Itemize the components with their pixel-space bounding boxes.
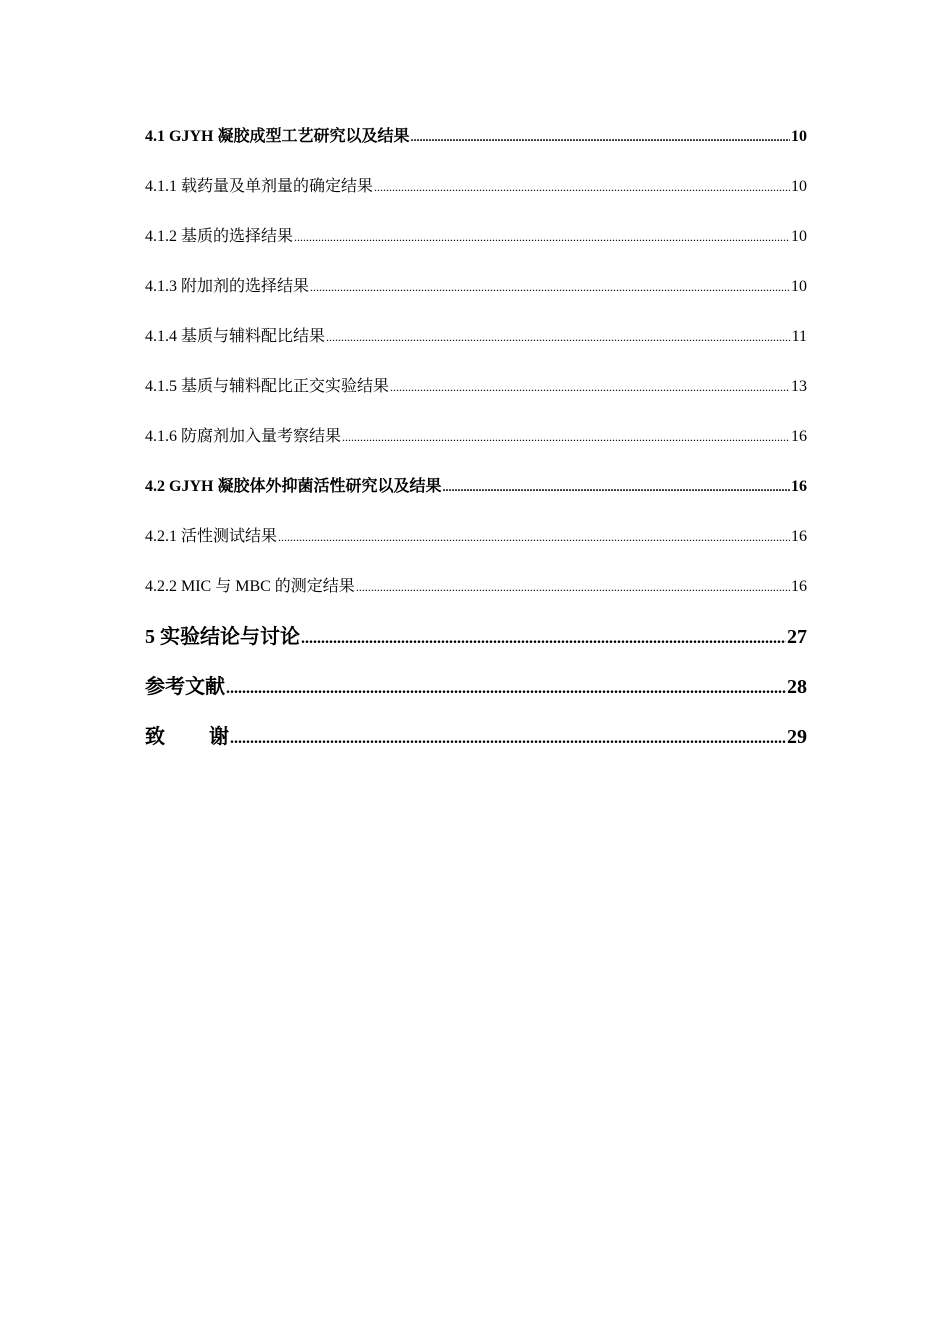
toc-entry-4-2[interactable] [145,470,807,520]
toc-entry-4-1-4[interactable] [145,320,807,370]
toc-entry-label: 4.1.3 附加剂的选择结果 [145,278,310,295]
toc-entry-4-1[interactable] [145,120,807,170]
toc-entry-label: 4.2.2 MIC 与 MBC 的测定结果 [145,578,355,595]
toc-entry-chapter-5[interactable] [145,620,807,670]
toc-leader-dots [230,720,786,756]
toc-entry-page: 10 [791,228,807,245]
toc-entry-page: 10 [791,128,807,145]
toc-entry-label: 5 实验结论与讨论 [145,626,300,648]
toc-leader-dots [326,320,791,354]
toc-entry-page: 13 [791,378,807,395]
toc-entry-page: 16 [791,478,807,495]
toc-entry-page: 10 [791,278,807,295]
toc-leader-dots [226,670,786,706]
toc-leader-dots [442,470,790,504]
toc-entry-4-1-5[interactable] [145,370,807,420]
toc-entry-label: 4.1.4 基质与辅料配比结果 [145,328,326,345]
toc-entry-label: 4.1 GJYH 凝胶成型工艺研究以及结果 [145,128,410,145]
toc-leader-dots [374,170,790,204]
toc-entry-page: 27 [787,626,807,648]
table-of-contents [145,120,807,770]
toc-entry-4-1-3[interactable] [145,270,807,320]
toc-entry-label: 4.1.5 基质与辅料配比正交实验结果 [145,378,390,395]
toc-entry-label: 4.2 GJYH 凝胶体外抑菌活性研究以及结果 [145,478,442,495]
toc-entry-4-2-1[interactable] [145,520,807,570]
toc-entry-acknowledgements[interactable] [145,720,807,770]
toc-entry-label [145,720,229,754]
toc-entry-page: 10 [791,178,807,195]
toc-leader-dots [342,420,790,454]
toc-entry-page: 29 [787,726,807,748]
toc-entry-label-part2: 谢 [209,726,229,748]
toc-entry-page: 28 [787,676,807,698]
toc-leader-dots [301,620,786,656]
toc-entry-label: 4.1.6 防腐剂加入量考察结果 [145,428,342,445]
toc-entry-4-1-1[interactable] [145,170,807,220]
toc-entry-label: 4.1.1 载药量及单剂量的确定结果 [145,178,374,195]
toc-entry-page: 16 [791,428,807,445]
toc-leader-dots [356,570,790,604]
toc-leader-dots [294,220,790,254]
toc-entry-4-1-6[interactable] [145,420,807,470]
toc-entry-page: 16 [791,528,807,545]
toc-entry-label: 4.2.1 活性测试结果 [145,528,278,545]
toc-entry-label: 4.1.2 基质的选择结果 [145,228,294,245]
toc-entry-page: 11 [791,328,807,345]
toc-entry-page: 16 [791,578,807,595]
toc-entry-references[interactable] [145,670,807,720]
toc-leader-dots [410,120,790,154]
toc-entry-4-2-2[interactable] [145,570,807,620]
toc-leader-dots [278,520,790,554]
toc-leader-dots [390,370,790,404]
toc-leader-dots [310,270,790,304]
toc-entry-label-part1: 致 [145,726,165,748]
toc-entry-label: 参考文献 [145,676,225,698]
toc-entry-4-1-2[interactable] [145,220,807,270]
